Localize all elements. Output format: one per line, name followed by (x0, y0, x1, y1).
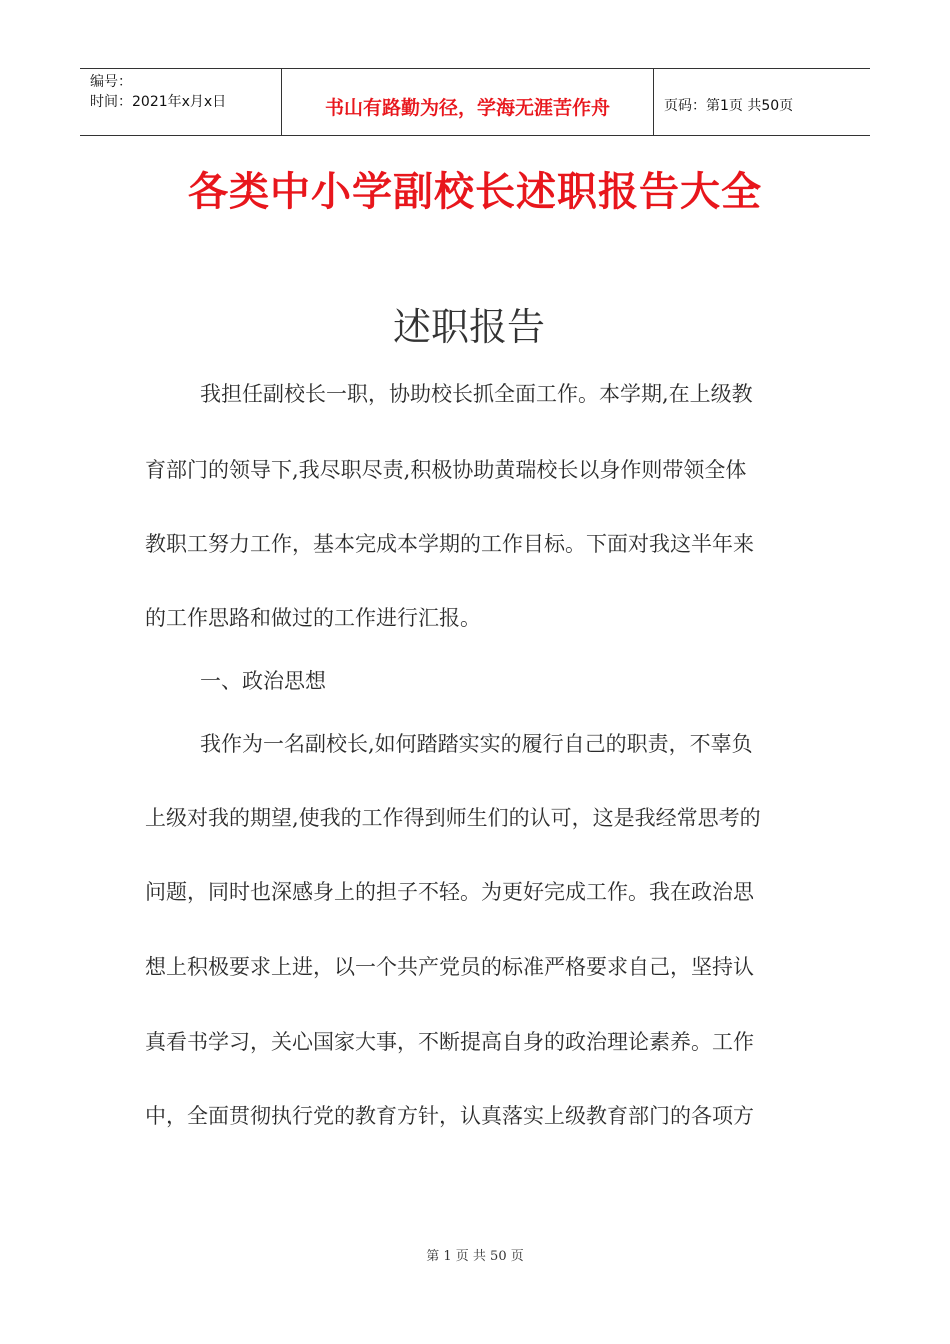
document-title: 各类中小学副校长述职报告大全 (188, 169, 762, 215)
body-line: 我担任副校长一职，协助校长抓全面工作。本学期,在上级教 (200, 382, 753, 406)
section-heading: 一、政治思想 (200, 669, 326, 693)
header-motto-cell (282, 69, 654, 135)
body-line: 真看书学习，关心国家大事，不断提高自身的政治理论素养。工作 (145, 1030, 754, 1054)
body-line: 育部门的领导下,我尽职尽责,积极协助黄瑞校长以身作则带领全体 (145, 458, 747, 482)
header-meta-cell (80, 69, 282, 135)
document-number-label: 编号： (90, 74, 132, 90)
header-motto: 书山有路勤为径，学海无涯苦作舟 (324, 97, 610, 119)
body-line: 中，全面贯彻执行党的教育方针，认真落实上级教育部门的各项方 (145, 1104, 754, 1128)
body-line: 问题，同时也深感身上的担子不轻。为更好完成工作。我在政治思 (145, 880, 754, 904)
body-line: 的工作思路和做过的工作进行汇报。 (145, 606, 481, 630)
body-line: 教职工努力工作，基本完成本学期的工作目标。下面对我这半年来 (145, 532, 754, 556)
body-line: 上级对我的期望,使我的工作得到师生们的认可，这是我经常思考的 (145, 806, 761, 830)
body-line: 我作为一名副校长,如何踏踏实实的履行自己的职责，不辜负 (200, 732, 753, 756)
header-page-info: 页码：第1页 共50页 (664, 98, 794, 114)
document-date: 时间：2021年x月x日 (90, 94, 227, 110)
body-line: 想上积极要求上进，以一个共产党员的标准严格要求自己，坚持认 (145, 955, 754, 979)
section-title: 述职报告 (392, 305, 545, 349)
document-header (80, 68, 870, 136)
page-footer: 第 1 页 共 50 页 (426, 1249, 524, 1264)
header-page-cell (654, 69, 870, 135)
